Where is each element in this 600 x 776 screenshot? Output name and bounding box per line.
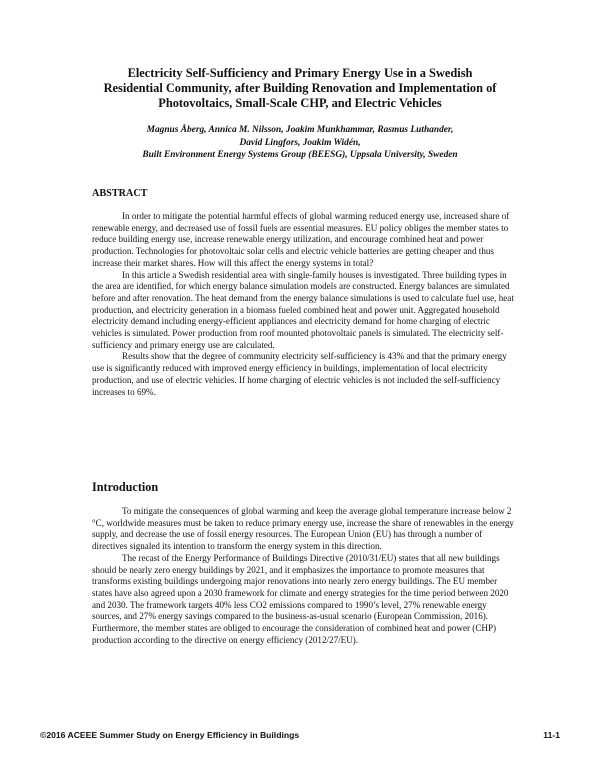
affiliation-line: Built Environment Energy Systems Group (BEESG), Uppsala University, Sweden — [142, 150, 458, 160]
abstract-paragraph: In order to mitigate the potential harmful effects of global warming reduced energy use, increased share of renewable energy, and decreased use of fossil fuels are essential measures. EU policy obliges the member states to reduce building energy use, increase renewable energy utilization, and encourage combined heat and power production. Technologies for photovoltaic solar cells and electric vehicle batteries are getting cheaper and thus increase their market shares. How will this affect the energy systems in total? — [92, 211, 510, 268]
introduction-paragraph: To mitigate the consequences of global warming and keep the average global temperature increase below 2 °C, worldwide measures must be taken to reduce primary energy use, increase the share of renewables in the energy supply, and decrease the use of fossil energy resources. The European Union (EU) has through a number of directives signaled its intention to transform the energy system in this direction. — [92, 506, 514, 552]
title-line: Residential Community, after Building Renovation and Implementation of — [103, 81, 497, 95]
title-line: Photovoltaics, Small-Scale CHP, and Electric Vehicles — [158, 96, 442, 110]
abstract-paragraph: In this article a Swedish residential area with single-family houses is investigated. Three building types in the area are identified, for which energy balance simulation models are constructed. Energy balances are simulated before and after renovation. The heat demand from the energy balance simulations is used to calculate fuel use, heat production, and electricity generation in a biomass fueled combined heat and power unit. Aggregated household electricity demand including energy-efficient appliances and electricity demand for home charging of electric vehicles is simulated. Power production from roof mounted photovoltaic panels is simulated. The electricity self-sufficiency and primary energy use are calculated. — [92, 269, 514, 350]
author-block — [90, 124, 510, 162]
introduction-body — [92, 506, 516, 646]
author-line: David Lingfors, Joakim Widén, — [239, 137, 361, 148]
abstract-heading: ABSTRACT — [92, 188, 148, 199]
footer-copyright: ©2016 ACEEE Summer Study on Energy Efficiency in Buildings — [40, 730, 300, 740]
paper-title — [100, 66, 500, 111]
page-number: 11-1 — [543, 730, 560, 740]
introduction-heading: Introduction — [92, 480, 159, 494]
abstract-paragraph: Results show that the degree of community electricity self-sufficiency is 43% and that the primary energy use is significantly reduced with improved energy efficiency in buildings, implementation of local electricity production, and use of electric vehicles. If home charging of electric vehicles is not included the self-sufficiency increases to 69%. — [92, 351, 507, 397]
introduction-paragraph: The recast of the Energy Performance of Buildings Directive (2010/31/EU) states that all new buildings should be nearly zero energy buildings by 2021, and it emphasizes the importance to promote measures that transforms existing buildings undergoing major renovations into nearly zero energy buildings. The EU member states have also agreed upon a 2030 framework for climate and energy strategies for the time period between 2020 and 2030. The framework targets 40% less CO2 emissions compared to 1990’s level, 27% renewable energy sources, and 27% energy savings compared to the business-as-usual scenario (European Commission, 2016). Furthermore, the member states are obliged to encourage the consideration of combined heat and power (CHP) production according to the directive on energy efficiency (2012/27/EU). — [92, 552, 509, 645]
abstract-body — [92, 211, 516, 398]
title-line: Electricity Self-Sufficiency and Primary Energy Use in a Swedish — [127, 66, 473, 80]
author-line: Magnus Åberg, Annica M. Nilsson, Joakim Munkhammar, Rasmus Luthander, — [146, 125, 454, 135]
